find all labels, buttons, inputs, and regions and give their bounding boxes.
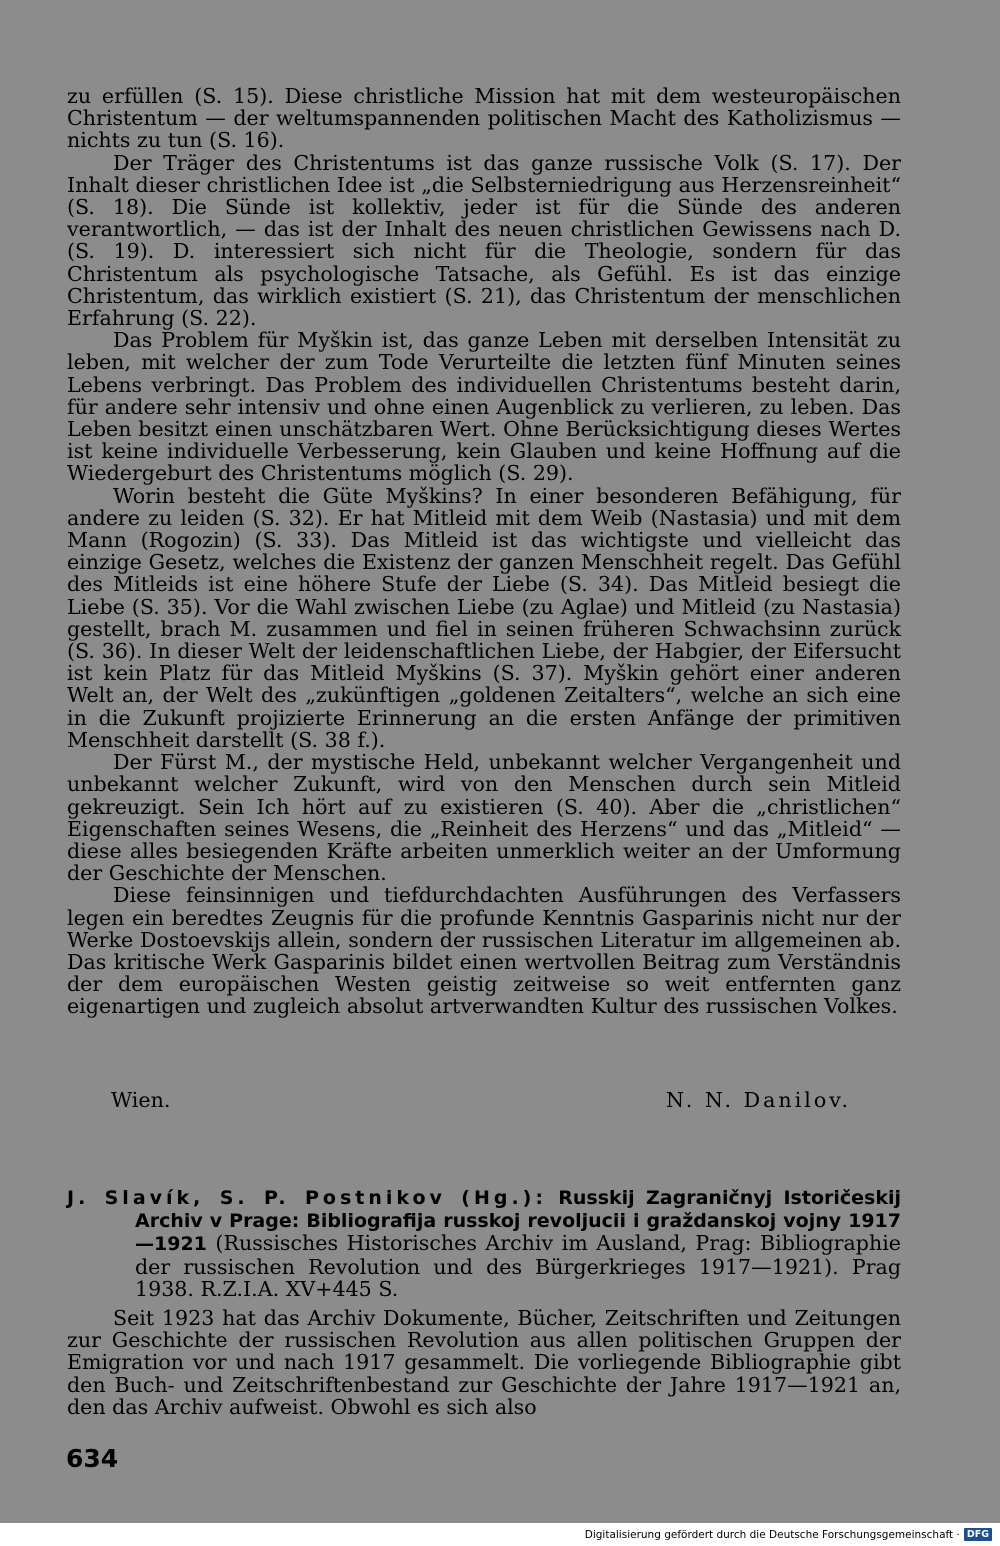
paragraph: zu erfüllen (S. 15). Diese christliche Mission hat mit dem westeuropäischen Christentum — der weltumspannenden politischen Macht des Katholizismus — nichts zu tun (S. 16). <box>67 84 901 153</box>
signature-city: Wien. <box>111 1088 171 1112</box>
review-details: (Russisches Historisches Archiv im Ausland, Prag: Bibliographie der russischen Revolution und des Bürgerkrieges 1917—1921). Prag 1938. R.Z.I.A. XV+445 S. <box>135 1231 901 1301</box>
paragraph: Diese feinsinnigen und tiefdurchdachten Ausführungen des Verfassers legen ein beredtes Zeugnis für die profunde Kenntnis Gasparinis nicht nur der Werke Dostoevskijs allein, sondern der russischen Literatur im allgemeinen ab. Das kritische Werk Gasparinis bildet einen wertvollen Beitrag zum Verständnis der dem europäischen Westen geistig zeitweise so weit entfernten ganz eigenartigen und zugleich absolut artverwandten Kultur des russischen Volkes. <box>67 883 901 1019</box>
digitization-footer <box>585 1528 992 1541</box>
review-text <box>67 1307 901 1418</box>
paragraph: Das Problem für Myškin ist, das ganze Leben mit derselben Intensität zu leben, mit welcher der zum Tode Verurteilte die letzten fünf Minuten seines Lebens verbringt. Das Problem des individuellen Christentums besteht darin, für andere sehr intensiv und ohne einen Augenblick zu verlieren, zu leben. Das Leben besitzt einen unschätzbaren Wert. Ohne Berücksichtigung dieses Wertes ist keine individuelle Verbesserung, kein Glauben und keine Hoffnung auf die Wiedergeburt des Christentums möglich (S. 29). <box>67 328 901 486</box>
article-text <box>67 85 901 1018</box>
paragraph: Seit 1923 hat das Archiv Dokumente, Bücher, Zeitschriften und Zeitungen zur Geschichte der russischen Revolution aus allen politischen Gruppen der Emigration vor und nach 1917 gesammelt. Die vorliegende Bibliographie gibt den Buch- und Zeitschriftenbestand zur Geschichte der Jahre 1917—1921 an, den das Archiv aufweist. Obwohl es sich also <box>67 1306 901 1419</box>
paragraph: Der Fürst M., der mystische Held, unbekannt welcher Vergangenheit und unbekannt welcher Zukunft, wird von den Menschen durch sein Mitleid gekreuzigt. Sein Ich hört auf zu existieren (S. 40). Aber die „christlichen“ Eigenschaften seines Wesens, die „Reinheit des Herzens“ und das „Mitleid“ — diese alles besiegenden Kräfte arbeiten unmerklich weiter an der Umformung der Geschichte der Menschen. <box>67 750 901 886</box>
paragraph: Worin besteht die Güte Myškins? In einer besonderen Befähigung, für andere zu leiden (S. 32). Er hat Mitleid mit dem Weib (Nastasia) und mit dem Mann (Rogozin) (S. 33). Das Mitleid ist das wichtigste und vielleicht das einzige Gesetz, welches die Existenz der ganzen Menschheit regelt. Das Gefühl des Mitleids ist eine höhere Stufe der Liebe (S. 34). Das Mitleid besiegt die Liebe (S. 35). Vor die Wahl zwischen Liebe (zu Aglae) und Mitleid (zu Nastasia) gestellt, brach M. zusammen und fiel in seinen früheren Schwachsinn zurück (S. 36). In dieser Welt der leidenschaftlichen Liebe, der Habgier, der Eifersucht ist kein Platz für das Mitleid Myškins (S. 37). Myškin gehört einer anderen Welt an, der Welt des „zukünftigen „goldenen Zeitalters“, welche an sich eine in die Zukunft projizierte Erinnerung an die ersten Anfänge der primitiven Menschheit darstellt (S. 38 f.). <box>67 483 901 752</box>
dfg-logo-icon: DFG <box>964 1528 992 1541</box>
page-number: 634 <box>66 1444 119 1473</box>
review-authors: J. Slavík, S. P. Postnikov (Hg.): <box>67 1187 547 1209</box>
review-title: Russkij Zagraničnyj Istoričeskij Archiv v Prage: Bibliografija russkoj revoljucii i graždanskoj vojny 1917—1921 <box>135 1187 901 1256</box>
review-heading <box>67 1186 901 1300</box>
paragraph: Der Träger des Christentums ist das ganze russische Volk (S. 17). Der Inhalt dieser christlichen Idee ist „die Selbsterniedrigung aus Herzensreinheit“ (S. 18). Die Sünde ist kollektiv, jeder ist für die Sünde des anderen verantwortlich, — das ist der Inhalt des neuen christlichen Gewissens nach D. (S. 19). D. interessiert sich nicht für die Theologie, sondern für das Christentum als psychologische Tatsache, als Gefühl. Es ist das einzige Christentum, das wirklich existiert (S. 21), das Christentum der menschlichen Erfahrung (S. 22). <box>67 150 901 331</box>
signature-author: N. N. Danilov. <box>666 1088 851 1112</box>
footer-text: Digitalisierung gefördert durch die Deutsche Forschungsgemeinschaft · <box>584 1528 960 1541</box>
